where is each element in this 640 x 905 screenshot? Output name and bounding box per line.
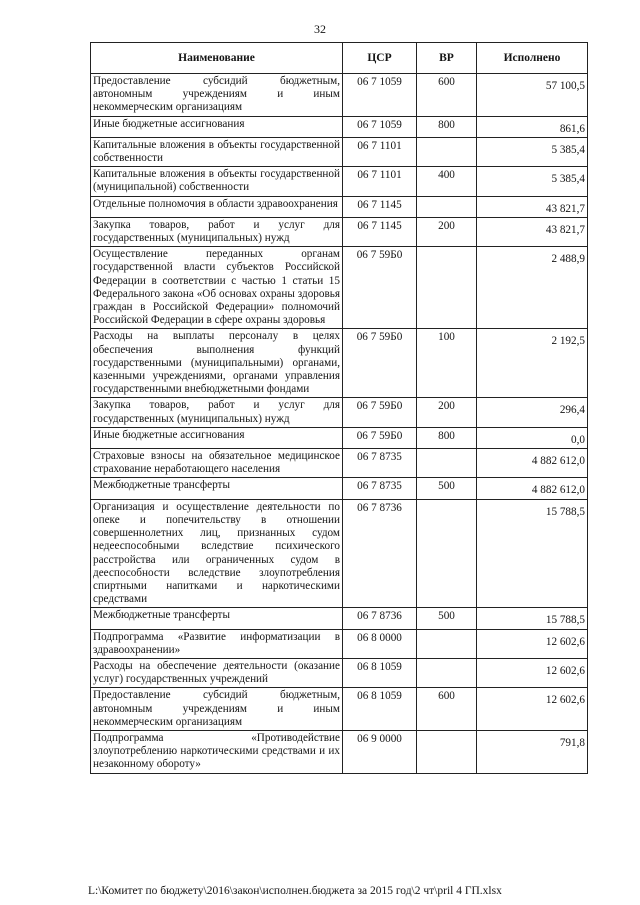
row-sum: 43 821,7	[477, 196, 588, 217]
table-row	[91, 137, 588, 166]
row-csr: 06 9 0000	[343, 730, 417, 773]
row-sum: 12 602,6	[477, 688, 588, 731]
row-sum: 296,4	[477, 398, 588, 427]
table-row	[91, 217, 588, 246]
table-row	[91, 74, 588, 117]
row-name: Подпрограмма «Противодействие злоупотреблению наркотическими средствами и их незаконному обороту»	[91, 730, 343, 773]
row-csr: 06 7 1145	[343, 217, 417, 246]
row-name: Организация и осуществление деятельности по опеке и попечительству в отношении совершеннолетних лиц, признанных судом недееспособными вследствие психического расстройства или ограниченных судом в дееспособности вследствие злоупотребления спиртными напитками и наркотическими средствами	[91, 499, 343, 608]
row-vr	[417, 137, 477, 166]
table-row	[91, 658, 588, 687]
row-sum: 57 100,5	[477, 74, 588, 117]
row-sum: 43 821,7	[477, 217, 588, 246]
row-sum: 2 488,9	[477, 247, 588, 329]
row-csr: 06 7 1059	[343, 116, 417, 137]
row-csr: 06 7 1059	[343, 74, 417, 117]
table-header-row	[91, 43, 588, 74]
row-vr: 500	[417, 608, 477, 629]
row-name: Иные бюджетные ассигнования	[91, 116, 343, 137]
row-name: Закупка товаров, работ и услуг для государственных (муниципальных) нужд	[91, 217, 343, 246]
row-csr: 06 8 1059	[343, 658, 417, 687]
row-vr: 800	[417, 116, 477, 137]
row-sum: 791,8	[477, 730, 588, 773]
row-sum: 2 192,5	[477, 329, 588, 398]
row-vr	[417, 247, 477, 329]
row-csr: 06 8 0000	[343, 629, 417, 658]
header-executed: Исполнено	[477, 43, 588, 74]
row-vr	[417, 730, 477, 773]
page-number: 32	[314, 22, 326, 36]
row-sum: 15 788,5	[477, 499, 588, 608]
row-vr	[417, 629, 477, 658]
row-name: Расходы на обеспечение деятельности (оказание услуг) государственных учреждений	[91, 658, 343, 687]
row-csr: 06 7 8736	[343, 608, 417, 629]
row-csr: 06 7 8735	[343, 478, 417, 499]
row-vr: 800	[417, 427, 477, 448]
row-name: Страховые взносы на обязательное медицинское страхование неработающего населения	[91, 449, 343, 478]
row-sum: 0,0	[477, 427, 588, 448]
row-sum: 5 385,4	[477, 167, 588, 196]
table-row	[91, 499, 588, 608]
row-name: Капитальные вложения в объекты государственной собственности	[91, 137, 343, 166]
row-sum: 4 882 612,0	[477, 478, 588, 499]
row-name: Межбюджетные трансферты	[91, 478, 343, 499]
table-row	[91, 196, 588, 217]
row-vr: 100	[417, 329, 477, 398]
row-sum: 4 882 612,0	[477, 449, 588, 478]
row-name: Предоставление субсидий бюджетным, автономным учреждениям и иным некоммерческим организациям	[91, 74, 343, 117]
row-csr: 06 7 8735	[343, 449, 417, 478]
row-name: Закупка товаров, работ и услуг для государственных (муниципальных) нужд	[91, 398, 343, 427]
row-sum: 12 602,6	[477, 658, 588, 687]
row-csr: 06 7 8736	[343, 499, 417, 608]
row-name: Отдельные полномочия в области здравоохранения	[91, 196, 343, 217]
row-vr	[417, 658, 477, 687]
table-row	[91, 478, 588, 499]
table-row	[91, 449, 588, 478]
row-name: Подпрограмма «Развитие информатизации в здравоохранении»	[91, 629, 343, 658]
row-name: Иные бюджетные ассигнования	[91, 427, 343, 448]
row-sum: 15 788,5	[477, 608, 588, 629]
row-name: Капитальные вложения в объекты государственной (муниципальной) собственности	[91, 167, 343, 196]
table-row	[91, 329, 588, 398]
row-csr: 06 7 1145	[343, 196, 417, 217]
row-name: Осуществление переданных органам государственной власти субъектов Российской Федерации в соответствии с частью 1 статьи 15 Федерального закона «Об основах охраны здоровья граждан в Российской Федерации» полномочий Российской Федерации в сфере охраны здоровья	[91, 247, 343, 329]
budget-table	[90, 42, 588, 774]
row-vr	[417, 196, 477, 217]
row-csr: 06 7 59Б0	[343, 247, 417, 329]
header-name: Наименование	[91, 43, 343, 74]
row-csr: 06 7 59Б0	[343, 398, 417, 427]
table-row	[91, 730, 588, 773]
row-csr: 06 7 59Б0	[343, 427, 417, 448]
row-vr: 200	[417, 398, 477, 427]
header-vr: ВР	[417, 43, 477, 74]
table-row	[91, 247, 588, 329]
table-row	[91, 116, 588, 137]
row-vr: 400	[417, 167, 477, 196]
row-vr: 600	[417, 688, 477, 731]
row-name: Предоставление субсидий бюджетным, автономным учреждениям и иным некоммерческим организациям	[91, 688, 343, 731]
table-row	[91, 167, 588, 196]
row-vr: 500	[417, 478, 477, 499]
table-row	[91, 608, 588, 629]
table-row	[91, 688, 588, 731]
table-row	[91, 427, 588, 448]
row-vr: 600	[417, 74, 477, 117]
row-vr	[417, 499, 477, 608]
table-row	[91, 629, 588, 658]
table-row	[91, 398, 588, 427]
header-csr: ЦСР	[343, 43, 417, 74]
row-vr: 200	[417, 217, 477, 246]
row-csr: 06 7 1101	[343, 167, 417, 196]
row-csr: 06 7 59Б0	[343, 329, 417, 398]
file-path-footer: L:\Комитет по бюджету\2016\закон\исполнен.бюджета за 2015 год\2 чт\pril 4 ГП.xlsx	[88, 885, 502, 897]
row-sum: 12 602,6	[477, 629, 588, 658]
row-name: Расходы на выплаты персоналу в целях обеспечения выполнения функций государственными (муниципальными) органами, казенными учреждениями, органами управления государственными внебюджетными фондами	[91, 329, 343, 398]
row-name: Межбюджетные трансферты	[91, 608, 343, 629]
row-csr: 06 8 1059	[343, 688, 417, 731]
row-vr	[417, 449, 477, 478]
row-sum: 861,6	[477, 116, 588, 137]
row-sum: 5 385,4	[477, 137, 588, 166]
row-csr: 06 7 1101	[343, 137, 417, 166]
